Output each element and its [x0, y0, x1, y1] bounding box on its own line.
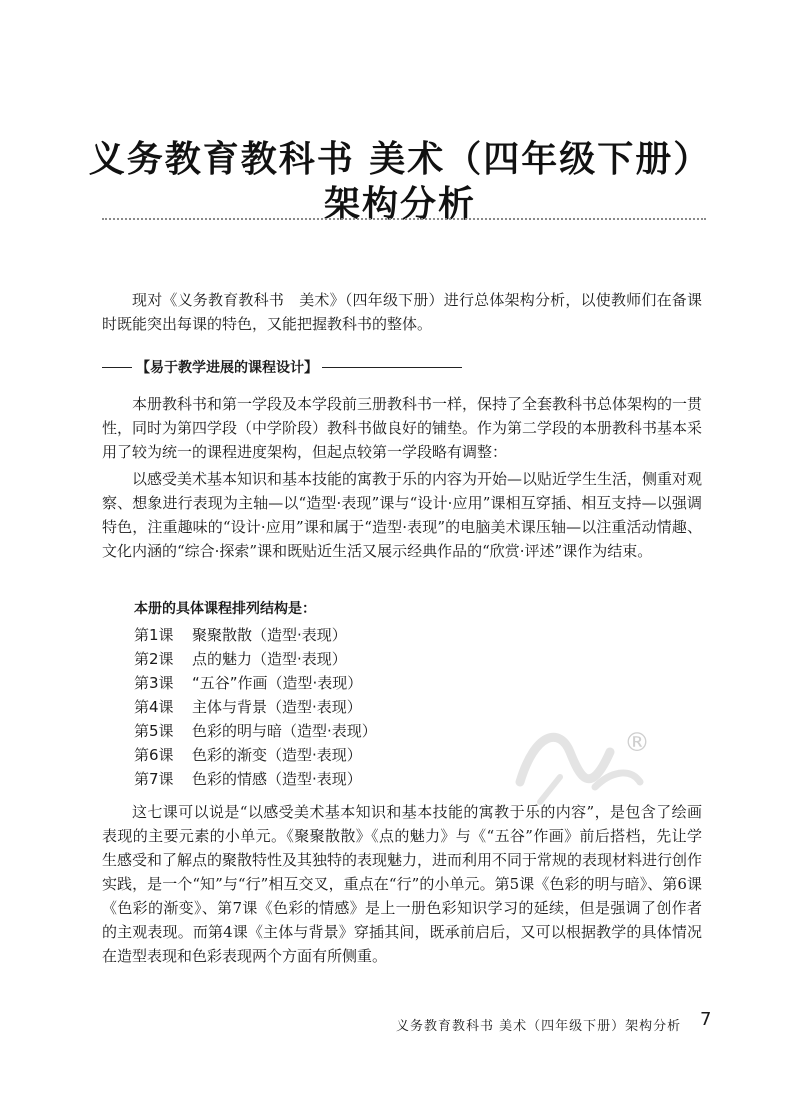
- list-item: [134, 767, 377, 791]
- page-number: 7: [700, 1009, 712, 1030]
- list-item: [134, 695, 377, 719]
- list-item: [134, 743, 377, 767]
- lesson-title: 点的魅力（造型·表现）: [192, 650, 347, 668]
- lesson-number: 第2课: [134, 650, 174, 668]
- lesson-number: 第4课: [134, 698, 174, 716]
- list-item: [134, 719, 377, 743]
- section-heading-text: 【易于教学进展的课程设计】: [136, 360, 318, 376]
- running-footer: 义务教育教科书 美术（四年级下册）架构分析: [396, 1019, 682, 1034]
- lesson-title: 主体与背景（造型·表现）: [192, 698, 362, 716]
- lesson-list: [134, 623, 377, 791]
- body-paragraph-2: 以感受美术基本知识和基本技能的寓教于乐的内容为开始—以贴近学生生活，侧重对观察、想象进行表现为主轴—以“造型·表现”课与“设计·应用”课相互穿插、相互支持—以强调特色，注重趣味的“设计·应用”课和属于“造型·表现”的电脑美术课压轴—以注重活动情趣、文化内涵的“综合·探索”课和既贴近生活又展示经典作品的“欣赏·评述”课作为结束。: [102, 470, 703, 560]
- page-subtitle: 架构分析: [323, 183, 476, 225]
- lesson-title: 色彩的渐变（造型·表现）: [192, 746, 362, 764]
- lesson-number: 第1课: [134, 626, 174, 644]
- list-item: [134, 623, 377, 647]
- page-title: 义务教育教科书 美术（四年级下册）: [88, 138, 712, 180]
- lesson-number: 第6课: [134, 746, 174, 764]
- body-paragraph-1: 本册教科书和第一学段及本学段前三册教科书一样，保持了全套教科书总体架构的一贯性，同时为第四学段（中学阶段）教科书做良好的铺垫。作为第二学段的本册教科书基本采用了较为统一的课程进度架构，但起点较第一学段略有调整：: [102, 395, 703, 461]
- lesson-title: 聚聚散散（造型·表现）: [192, 626, 347, 644]
- lesson-number: 第5课: [134, 722, 174, 740]
- intro-paragraph: 现对《义务教育教科书 美术》（四年级下册）进行总体架构分析，以使教师们在备课时既能突出每课的特色，又能把握教科书的整体。: [102, 291, 702, 333]
- body-paragraph-3: 这七课可以说是“以感受美术基本知识和基本技能的寓教于乐的内容”，是包含了绘画表现的主要元素的小单元。《聚聚散散》《点的魅力》与《“五谷”作画》前后搭档，先让学生感受和了解点的聚散特性及其独特的表现魅力，进而利用不同于常规的表现材料进行创作实践，是一个“知”与“行”相互交叉，重点在“行”的小单元。第5课《色彩的明与暗》、第6课《色彩的渐变》、第7课《色彩的情感》是上一册色彩知识学习的延续，但是强调了创作者的主观表现。而第4课《主体与背景》穿插其间，既承前启后，又可以根据教学的具体情况在造型表现和色彩表现两个方面有所侧重。: [102, 803, 703, 965]
- lesson-number: 第7课: [134, 770, 174, 788]
- registered-mark: ®: [624, 728, 650, 758]
- lesson-title: 色彩的情感（造型·表现）: [192, 770, 362, 788]
- lesson-title: 色彩的明与暗（造型·表现）: [192, 722, 377, 740]
- lesson-number: 第3课: [134, 674, 174, 692]
- list-item: [134, 647, 377, 671]
- section-heading: [102, 357, 462, 377]
- list-item: [134, 671, 377, 695]
- lesson-list-heading: 本册的具体课程排列结构是：: [134, 601, 316, 617]
- heading-rule-left: [102, 367, 132, 368]
- lesson-title: “五谷”作画（造型·表现）: [192, 674, 363, 692]
- heading-rule-right: [322, 367, 462, 368]
- title-divider: [102, 218, 706, 220]
